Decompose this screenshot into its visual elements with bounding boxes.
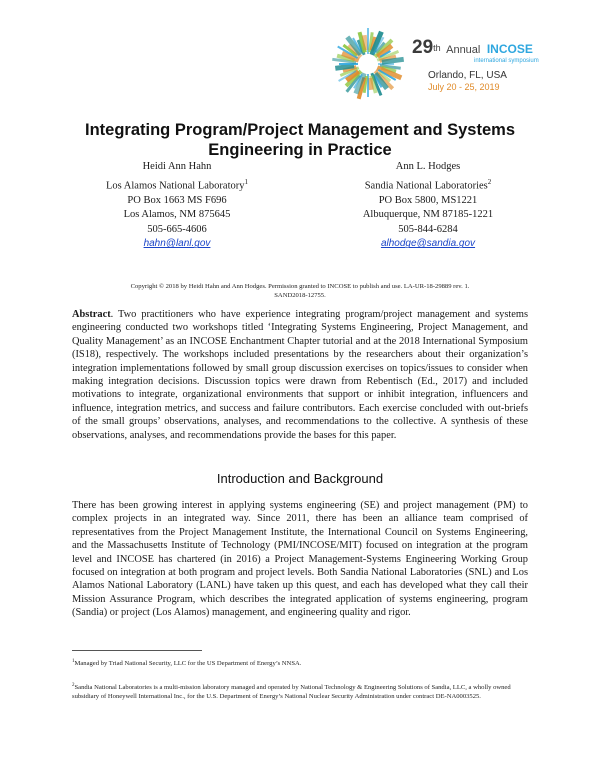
logo-annual: Annual bbox=[446, 44, 481, 56]
copyright-notice bbox=[70, 282, 530, 300]
author-address-1: PO Box 1663 MS F696 bbox=[127, 194, 227, 206]
author-email-link[interactable]: alhodge@sandia.gov bbox=[380, 238, 476, 250]
footnote-text: Sandia National Laboratories is a multi-mission laboratory managed and operated by National Technology & Engineering Solutions of Sandia, LLC, a wholly owned subsidiary of Honeywell International Inc., for the U.S. Department of Energy’s National Nuclear Security Administration under contract DE-NA0003525. bbox=[72, 684, 511, 701]
logo-edition-number: 29 bbox=[412, 37, 434, 58]
author-phone: 505-844-6284 bbox=[398, 223, 458, 235]
body-paragraph: There has been growing interest in applying systems engineering (SE) and project management (PM) to complex projects in an integrated way. Since 2011, there has been an alliance team comprised of representatives from the Project Management Institute, the International Council on Systems Engineering, and the Massachusetts Institute of Technology (PMI/INCOSE/MIT) focused on integration at the program level and INCOSE has chartered (in 2016) a Project Management-Systems Engineering Working Group focused on integration at both program and project levels. Both Sandia National Laboratories (SNL) and Los Alamos National Laboratory (LANL) have taken up this quest, and each has developed what they call their Mission Assurance Program, which describes the integrated application of systems engineering, program (Sandia) or project (Los Alamos) management, and engineering quality and rigor. bbox=[72, 500, 528, 619]
author-address-1: PO Box 5800, MS1221 bbox=[378, 194, 478, 206]
incose-sunburst-icon bbox=[328, 24, 410, 104]
copyright-line-2: SAND2018-12755. bbox=[274, 292, 326, 299]
author-name: Heidi Ann Hahn bbox=[142, 161, 212, 172]
footnote-2 bbox=[72, 681, 528, 701]
author-block-2 bbox=[328, 160, 528, 252]
logo-city: Orlando, FL, USA bbox=[428, 70, 507, 81]
logo-dates: July 20 - 25, 2019 bbox=[428, 82, 500, 92]
author-affiliation: Los Alamos National Laboratory$^1$ bbox=[105, 177, 248, 192]
author-affiliation: Sandia National Laboratories$^2$ bbox=[364, 177, 492, 192]
title-line-1: Integrating Program/Project Management and Systems bbox=[84, 121, 516, 139]
logo-ray bbox=[370, 78, 372, 90]
logo-text bbox=[412, 38, 582, 92]
footnote-1 bbox=[72, 657, 528, 668]
abstract bbox=[72, 308, 528, 442]
conference-logo bbox=[328, 24, 578, 104]
paper-title bbox=[40, 120, 560, 160]
logo-ray bbox=[382, 59, 404, 62]
logo-symposium: international symposium bbox=[474, 58, 539, 64]
author-address-2: Albuquerque, NM 87185-1221 bbox=[362, 209, 494, 221]
logo-ray bbox=[364, 35, 366, 50]
author-email-link[interactable]: hahn@lanl.gov bbox=[143, 238, 211, 250]
logo-edition-suffix: th bbox=[433, 43, 441, 53]
affiliation-footnote-mark: 2 bbox=[487, 177, 492, 186]
section-heading: Introduction and Background bbox=[216, 471, 384, 486]
footnote-mark: 2 bbox=[72, 683, 75, 688]
author-address-2: Los Alamos, NM 875645 bbox=[123, 209, 231, 221]
footnote-text: Managed by Triad National Security, LLC for the US Department of Energy’s NNSA. bbox=[74, 660, 302, 668]
author-block-1 bbox=[77, 160, 277, 252]
footnote-mark: 1 bbox=[72, 659, 75, 664]
title-line-2: Engineering in Practice bbox=[208, 141, 392, 159]
copyright-line-1: Copyright © 2018 by Heidi Hahn and Ann Hodges. Permission granted to INCOSE to publish and use. LA-UR-18-29889 rev. 1. bbox=[130, 283, 470, 290]
author-name: Ann L. Hodges bbox=[395, 161, 461, 172]
abstract-label: Abstract bbox=[72, 309, 111, 320]
logo-ray bbox=[335, 66, 354, 69]
author-phone: 505-665-4606 bbox=[147, 223, 207, 235]
abstract-text: . Two practitioners who have experience integrating program/project management and systems engineering conducted two workshops titled ‘Integrating Systems Engineering, Project Management, and Quality Management’ as an INCOSE Enchantment Chapter tutorial and at the 2018 International Symposium (IS18), respectively. The workshops included presentations by the researchers about their organization’s integration implementations followed by small group discussion exercises on topics/issues to consider when making integration decisions. Discussion topics were drawn from Rebentisch (Ed., 2017) and included motivations to integrate, organizational environments that support or inhibit integration, influencers and influence, integration metrics, and success and failure contributors. Each exercise concluded with out-briefs of the small groups’ observations, analyses, and recommendations to the collective. A synthesis of these observations, analyses, and recommendations provide the bases for this paper. bbox=[72, 309, 528, 441]
footnote-divider bbox=[72, 650, 202, 651]
logo-brand: INCOSE bbox=[486, 42, 533, 56]
affiliation-footnote-mark: 1 bbox=[244, 177, 248, 186]
